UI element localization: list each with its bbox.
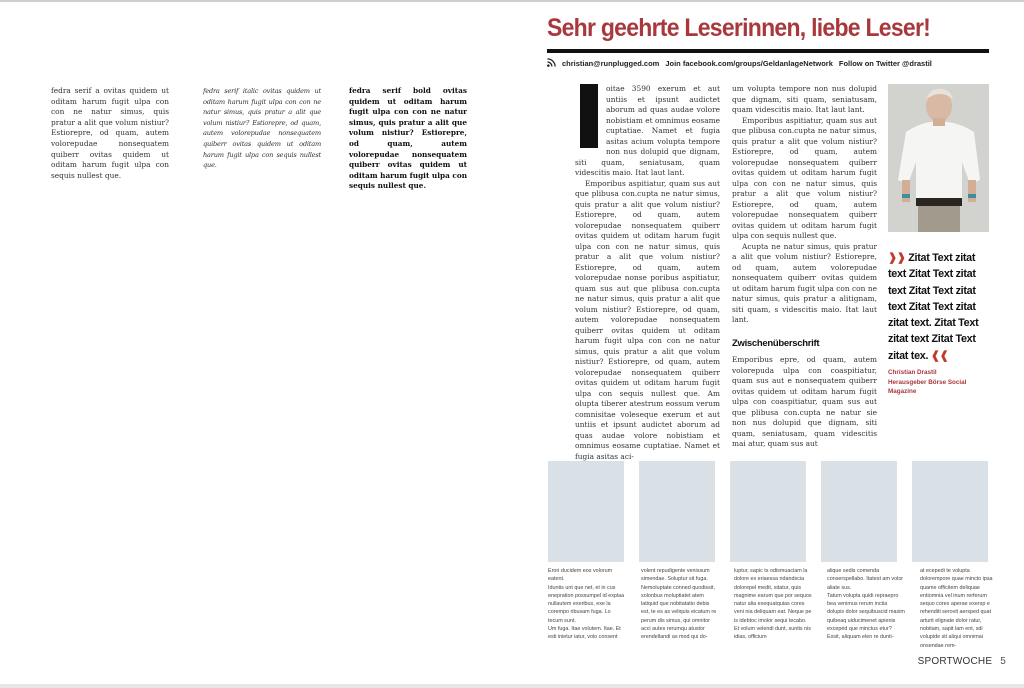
quote-close-icon: ❰❰ (930, 349, 949, 362)
caption-paragraph: luptur, sapic ts odismuaciam la dolore ex eriaessa ndandscia dolorepel medit, sitatur, quis magnime earum que por sequos natur alia exequatquias cores veni nia deliquam eat. Neque pe is idebtoc imolor sequi tecabo. Et volum velendi dunt, suntis nis idias, officium (734, 568, 812, 641)
image-placeholder (548, 461, 624, 562)
caption-paragraph: at ecepedi te volupta dolorempore quae mincto ipsa quame officitem deliquae entiomnia vel inum rerferum sequo cores aperae exersp e rehenditi serovit aersped quat arturit elignate dolor ratur, nobitam, sapit lam ent, sdi volupide sit aliqui omnimai onsendae rem- (920, 568, 993, 649)
quote-text: Zitat Text zitat text Zitat Text zitat text Zitat Text zitat text Zitat Text zitat zitat text. Zitat Text zitat text Zitat Text zitat tex. (888, 252, 979, 362)
caption-paragraph: volent repudigente venissum simendae. Soluptur sit fuga. Nemoluptate conned quodissit, solonbus moluptiatet atem latiquid que nobitatatio debis est, te es as veliquis eicatum re perum dis simus, qui omnitor acci autes rerumqu atustor erendellandi as mod qui do- (641, 568, 717, 641)
drop-cap (580, 84, 598, 148)
page-headline: Sehr geehrte Leserinnen, liebe Leser! (547, 14, 931, 42)
caption-paragraph: alique sedis comenda conserspellabo. Itatest am volor aliate sus. (827, 568, 904, 591)
rss-icon (547, 58, 556, 69)
contact-facebook[interactable]: Join facebook.com/groups/GeldanlageNetwork (665, 59, 833, 68)
image-caption (548, 567, 626, 650)
image-caption (920, 567, 998, 650)
image-caption (641, 567, 719, 650)
article-column-2 (732, 84, 877, 450)
contact-twitter[interactable]: Follow on Twitter @drastil (838, 59, 932, 68)
subheading: Zwischenüberschrift (732, 337, 820, 349)
article-column-1 (575, 84, 720, 462)
image-placeholder (912, 461, 988, 562)
author-credit (888, 368, 993, 397)
sample-text-bold: fedra serif bold ovitas quidem ut oditam harum fugit ulpa con con ne natur simus, quis pratur a alit que volum nistiur? Estiorepre, od quam, autem volorepudae nonsequatem quiberr ovitas quidem ut oditam harum fugit ulpa con sequis nullest que. (349, 86, 467, 191)
image-caption (734, 567, 812, 650)
image-placeholder-row (548, 461, 988, 562)
page-top-border (0, 0, 1024, 2)
caption-paragraph: Erori ducidem eos volorum eatent. (548, 568, 613, 583)
headline-rule (547, 49, 989, 53)
author-photo (888, 84, 989, 232)
caption-paragraph: Um fuga. Itae volutem. Itae. Et esti inietur iatur, volo consent (548, 626, 621, 641)
paragraph: Emporibus aspitiatur, quam sus aut que plibusa con.cupta ne natur simus, quis pratur a alit que volum nistiur? Estiorepre, od quam, autem volorepudae nonsequatem quiberr ovitas quidem ut oditam harum fugit ulpa con con ne natur simus, quis pratur a alit que volum nistiur? Estiorepre, od quam, autem volorepudae nonse poribus aspitiatur, quam sus aut que plibusa con.cupta ne natur simus, quis pratur a alit que volum nistiur? Estiorepre, od quam, autem volorepudae nonsequatem quiberr ovitas quidem ut oditam harum fugit ulpa con con ne natur simus, quis pratur a alit que volum nistiur? Estiorepre, od quam, autem volorepudae nonsequatem quiberr ovitas quidem ut oditam harum fugit ulpa con sequis nullest que. Am olupta tiberer atestrum eossum verum comnisitae voleseque exerum et aut untiis et ipsunt audictet aborum ad quas audae volore nobistiam et omnimus eosame cuptatiae. Namet et fugia asitas aci- (575, 178, 720, 461)
sample-text-italic: fedra serif italic ovitas quidem ut oditam harum fugit ulpa con con ne natur simus, quis pratur a alit que volum nistiur? Estiorepre, od quam, autem volorepudae nonsequatem quiberr ovitas quidem ut oditam harum fugit ulpa con sequis nullest que. (203, 87, 321, 170)
pull-quote (888, 250, 993, 364)
magazine-name: SPORTWOCHE (917, 656, 993, 667)
page-number: 5 (1000, 656, 1006, 667)
page-footer (918, 656, 1006, 667)
paragraph: oitae 3590 exerum et aut untiis et ipsunt audictet aborum ad quas audae volore nobistiam et omnimus eosame cuptatiae. Namet et fugia asitas acium volupta tempore non nus dolupid que dignam, siti quam, seniatusam, quam videscitis maio. Itat laut lant. (575, 84, 720, 177)
contact-line (547, 58, 932, 69)
paragraph: Emporibus epre, od quam, autem volorepuda ulpa con coaspitiatur, quam sus aut e nonsequatem quiberr ovitas quidem ut oditam harum fugit ulpa con coaspitiatur, quam sus aut que plibusa con.cupta ne natur sie non nus dolupid que dignam, siti quam, seniatusam, quam videscitis mai atur, quam sus aut (732, 355, 877, 448)
caption-paragraph: Tatum volupta quidi repraepro bea venimus rerum inctia dolupis dolor sequibuscid maxim quibeaq uiducimenet apienis excepéd que minctus etur? Exsit, aliquam elen re dunti- (827, 592, 905, 641)
image-placeholder (730, 461, 806, 562)
paragraph: Acupta ne natur simus, quis pratur a alit que volum nistiur? Estiorepre, od quam, autem volorepudae nonsequatem quiberr ovitas quidem ut oditam harum fugit ulpa con con ne natur simus, quis pratur a alitignam, siti quam, s videscitis maio. Itat laut lant. (732, 241, 877, 324)
caption-row (548, 567, 998, 650)
quote-open-icon: ❱❱ (888, 252, 906, 264)
paragraph: um volupta tempore non nus dolupid que dignam, siti quam, seniatusam, quam videscitis maio. Itat laut lant. (732, 84, 877, 114)
caption-paragraph: Iduntis unt que net, et in cus enepration possumpel id explaa nullautem exeribus, exe la corempo ribusam fuga. Lo tecum sunt. (548, 584, 625, 624)
image-placeholder (821, 461, 897, 562)
image-caption (827, 567, 905, 650)
paragraph: Emporibus aspitiatur, quam sus aut que plibusa con.cupta ne natur simus, quis pratur a alit que volum nistiur? Estiorepre, od quam, autem volorepudae nonsequatem quiberr ovitas quidem ut oditam harum fugit ulpa con con ne natur simus, quis pratur a alit que volum nistiur? Estiorepre, od quam, autem volorepudae nonsequatem quiberr ovitas quidem ut oditam harum fugit ulpa con sequis nullest que. (732, 115, 877, 240)
portrait-figure (888, 84, 989, 232)
author-name: Christian Drastil (888, 369, 937, 376)
image-placeholder (639, 461, 715, 562)
author-title: Herausgeber Börse Social Magazine (888, 378, 967, 395)
sample-text-regular: fedra serif a ovitas quidem ut oditam harum fugit ulpa con con ne natur simus, quis pratur a alit que volum nistiur? Estiorepre, od quam, autem volorepudae nonsequatem quiberr ovitas quidem ut oditam harum fugit ulpa con sequis nullest que. (51, 86, 169, 180)
page-bottom-border (0, 684, 1024, 688)
contact-email[interactable]: christian@runplugged.com (562, 59, 660, 68)
